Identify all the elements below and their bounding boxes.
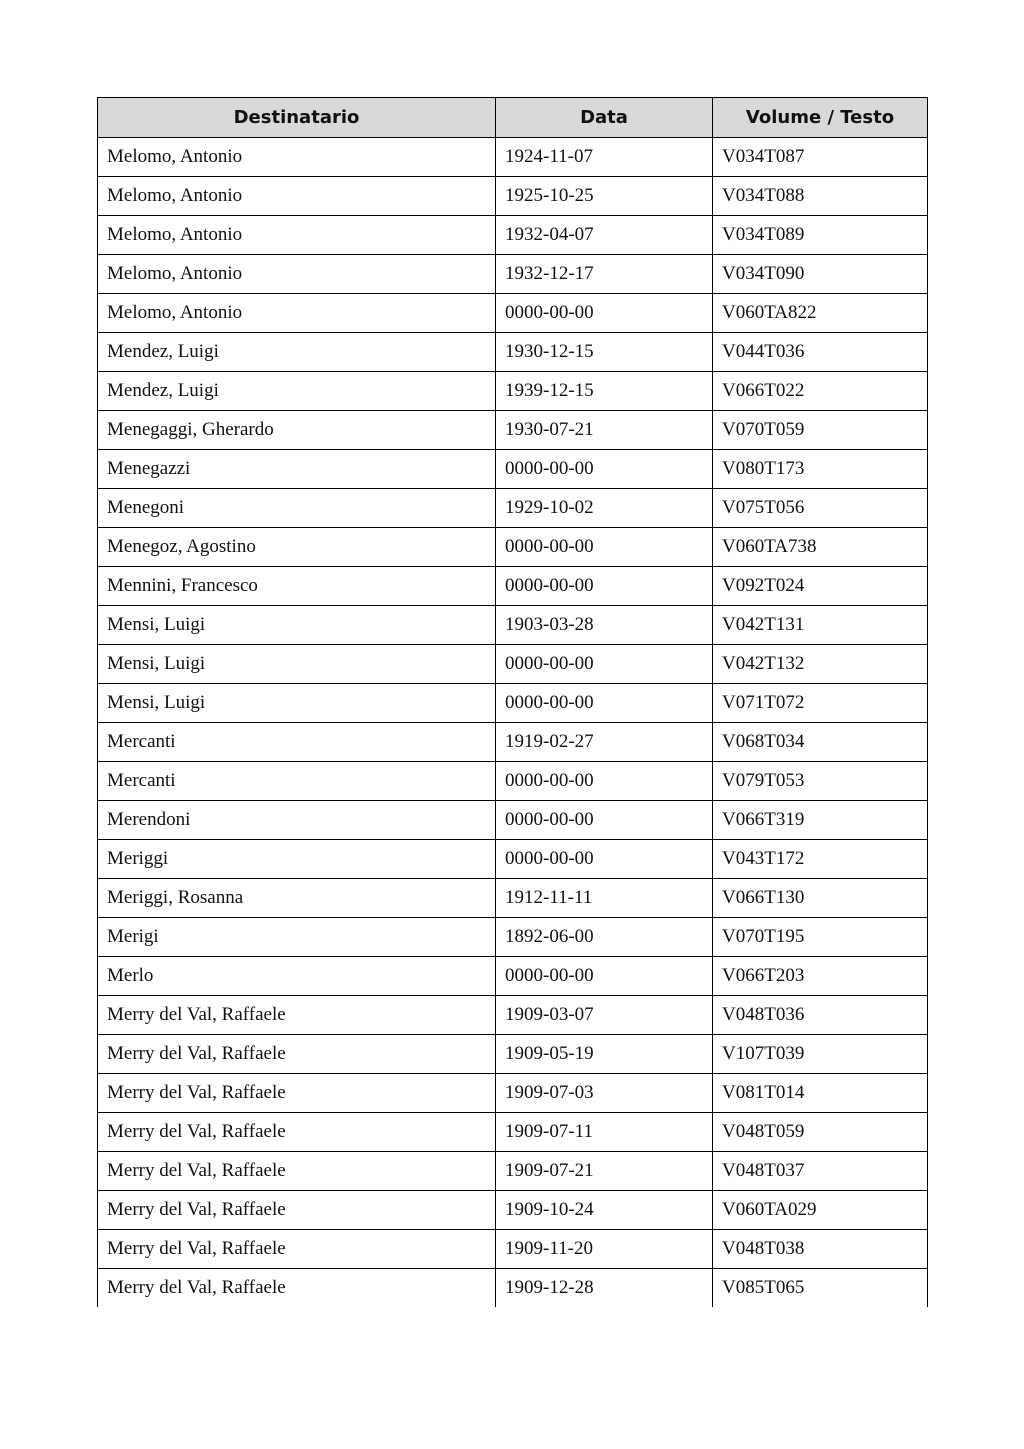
cell-volume-testo: V066T319 [713, 801, 928, 840]
cell-destinatario: Merry del Val, Raffaele [98, 1230, 496, 1269]
cell-data: 0000-00-00 [496, 645, 713, 684]
cell-destinatario: Mercanti [98, 723, 496, 762]
table-row [98, 645, 928, 684]
table-row [98, 1152, 928, 1191]
cell-data: 1909-05-19 [496, 1035, 713, 1074]
cell-data: 1930-07-21 [496, 411, 713, 450]
cell-data: 0000-00-00 [496, 762, 713, 801]
cell-destinatario: Merry del Val, Raffaele [98, 1269, 496, 1308]
cell-destinatario: Mennini, Francesco [98, 567, 496, 606]
cell-volume-testo: V048T059 [713, 1113, 928, 1152]
header-volume-testo: Volume / Testo [713, 98, 928, 138]
cell-data: 1909-07-21 [496, 1152, 713, 1191]
table-row [98, 216, 928, 255]
table-row [98, 1074, 928, 1113]
cell-destinatario: Menegoz, Agostino [98, 528, 496, 567]
cell-volume-testo: V043T172 [713, 840, 928, 879]
cell-data: 0000-00-00 [496, 528, 713, 567]
table-row [98, 996, 928, 1035]
cell-volume-testo: V048T037 [713, 1152, 928, 1191]
cell-data: 1924-11-07 [496, 138, 713, 177]
table-row [98, 255, 928, 294]
cell-destinatario: Mensi, Luigi [98, 684, 496, 723]
cell-destinatario: Merry del Val, Raffaele [98, 1113, 496, 1152]
table-row [98, 138, 928, 177]
correspondence-table [97, 97, 928, 1307]
header-data: Data [496, 98, 713, 138]
cell-volume-testo: V034T089 [713, 216, 928, 255]
table-row [98, 684, 928, 723]
cell-data: 1919-02-27 [496, 723, 713, 762]
cell-volume-testo: V085T065 [713, 1269, 928, 1308]
cell-volume-testo: V042T131 [713, 606, 928, 645]
cell-volume-testo: V092T024 [713, 567, 928, 606]
cell-destinatario: Merry del Val, Raffaele [98, 996, 496, 1035]
table-row [98, 606, 928, 645]
cell-destinatario: Menegazzi [98, 450, 496, 489]
cell-data: 1909-07-11 [496, 1113, 713, 1152]
table-row [98, 372, 928, 411]
cell-data: 1903-03-28 [496, 606, 713, 645]
cell-volume-testo: V034T090 [713, 255, 928, 294]
cell-volume-testo: V034T087 [713, 138, 928, 177]
cell-data: 1909-03-07 [496, 996, 713, 1035]
cell-data: 1932-12-17 [496, 255, 713, 294]
table-row [98, 1230, 928, 1269]
cell-data: 1909-07-03 [496, 1074, 713, 1113]
table-row [98, 489, 928, 528]
cell-data: 1909-12-28 [496, 1269, 713, 1308]
table-row [98, 918, 928, 957]
table-row [98, 294, 928, 333]
cell-volume-testo: V107T039 [713, 1035, 928, 1074]
cell-data: 0000-00-00 [496, 684, 713, 723]
table-row [98, 723, 928, 762]
cell-data: 1909-11-20 [496, 1230, 713, 1269]
cell-volume-testo: V066T022 [713, 372, 928, 411]
cell-data: 0000-00-00 [496, 567, 713, 606]
cell-destinatario: Merendoni [98, 801, 496, 840]
table-row [98, 450, 928, 489]
cell-volume-testo: V042T132 [713, 645, 928, 684]
cell-destinatario: Merry del Val, Raffaele [98, 1152, 496, 1191]
cell-destinatario: Melomo, Antonio [98, 294, 496, 333]
cell-destinatario: Mensi, Luigi [98, 606, 496, 645]
cell-destinatario: Meriggi [98, 840, 496, 879]
cell-volume-testo: V060TA738 [713, 528, 928, 567]
cell-destinatario: Melomo, Antonio [98, 177, 496, 216]
cell-volume-testo: V034T088 [713, 177, 928, 216]
table-row [98, 528, 928, 567]
cell-data: 0000-00-00 [496, 450, 713, 489]
cell-destinatario: Mendez, Luigi [98, 333, 496, 372]
table-body [98, 138, 928, 1308]
cell-volume-testo: V048T038 [713, 1230, 928, 1269]
header-destinatario: Destinatario [98, 98, 496, 138]
cell-destinatario: Mendez, Luigi [98, 372, 496, 411]
table-row [98, 567, 928, 606]
table-row [98, 801, 928, 840]
cell-volume-testo: V066T130 [713, 879, 928, 918]
cell-destinatario: Mercanti [98, 762, 496, 801]
cell-data: 1909-10-24 [496, 1191, 713, 1230]
cell-data: 0000-00-00 [496, 801, 713, 840]
cell-destinatario: Menegoni [98, 489, 496, 528]
cell-data: 0000-00-00 [496, 840, 713, 879]
cell-destinatario: Menegaggi, Gherardo [98, 411, 496, 450]
cell-data: 1892-06-00 [496, 918, 713, 957]
table-row [98, 177, 928, 216]
cell-destinatario: Merry del Val, Raffaele [98, 1035, 496, 1074]
cell-data: 1912-11-11 [496, 879, 713, 918]
table-row [98, 879, 928, 918]
cell-data: 1929-10-02 [496, 489, 713, 528]
cell-volume-testo: V080T173 [713, 450, 928, 489]
cell-data: 1932-04-07 [496, 216, 713, 255]
cell-volume-testo: V048T036 [713, 996, 928, 1035]
cell-volume-testo: V044T036 [713, 333, 928, 372]
table-row [98, 333, 928, 372]
cell-destinatario: Merry del Val, Raffaele [98, 1191, 496, 1230]
cell-volume-testo: V079T053 [713, 762, 928, 801]
cell-destinatario: Merry del Val, Raffaele [98, 1074, 496, 1113]
cell-data: 1930-12-15 [496, 333, 713, 372]
table-row [98, 1035, 928, 1074]
cell-volume-testo: V070T059 [713, 411, 928, 450]
cell-volume-testo: V081T014 [713, 1074, 928, 1113]
cell-volume-testo: V070T195 [713, 918, 928, 957]
cell-destinatario: Mensi, Luigi [98, 645, 496, 684]
table-row [98, 840, 928, 879]
cell-destinatario: Merlo [98, 957, 496, 996]
cell-destinatario: Melomo, Antonio [98, 255, 496, 294]
cell-data: 0000-00-00 [496, 294, 713, 333]
cell-volume-testo: V068T034 [713, 723, 928, 762]
cell-data: 1925-10-25 [496, 177, 713, 216]
table-row [98, 1191, 928, 1230]
cell-volume-testo: V060TA822 [713, 294, 928, 333]
table-row [98, 957, 928, 996]
table-row [98, 411, 928, 450]
table-row [98, 762, 928, 801]
cell-data: 0000-00-00 [496, 957, 713, 996]
table-row [98, 1113, 928, 1152]
cell-data: 1939-12-15 [496, 372, 713, 411]
table-row [98, 1269, 928, 1308]
cell-volume-testo: V075T056 [713, 489, 928, 528]
cell-destinatario: Melomo, Antonio [98, 138, 496, 177]
cell-destinatario: Merigi [98, 918, 496, 957]
cell-destinatario: Melomo, Antonio [98, 216, 496, 255]
table-header-row [98, 98, 928, 138]
cell-volume-testo: V071T072 [713, 684, 928, 723]
cell-volume-testo: V066T203 [713, 957, 928, 996]
cell-volume-testo: V060TA029 [713, 1191, 928, 1230]
cell-destinatario: Meriggi, Rosanna [98, 879, 496, 918]
